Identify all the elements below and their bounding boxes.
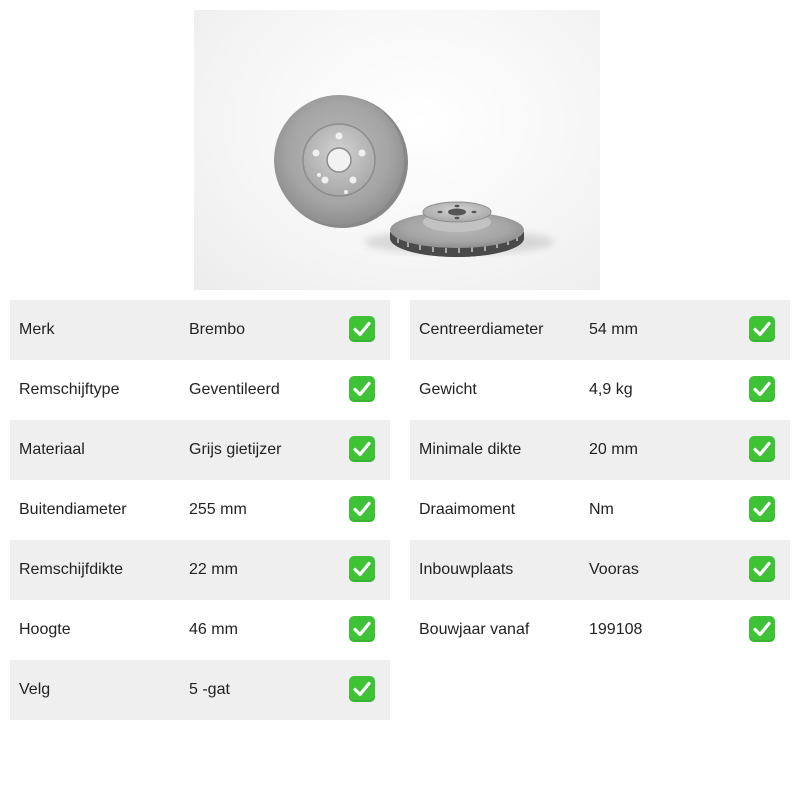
- check-mark-icon: [749, 376, 775, 402]
- spec-label: Centreerdiameter: [419, 321, 544, 338]
- spec-label: Buitendiameter: [19, 501, 127, 518]
- spec-row-merk: [10, 300, 390, 360]
- spec-table-left: [10, 300, 390, 720]
- spec-label: Remschijftype: [19, 381, 120, 398]
- spec-label: Bouwjaar vanaf: [419, 621, 530, 638]
- spec-row-materiaal: [10, 420, 390, 480]
- check-mark-icon: [349, 316, 375, 342]
- spec-row-centreerdiameter: [410, 300, 790, 360]
- spec-row-velg: [10, 660, 390, 720]
- spec-value: Vooras: [589, 561, 639, 578]
- check-mark-icon: [749, 556, 775, 582]
- spec-row-draaimoment: [410, 480, 790, 540]
- spec-value: 54 mm: [589, 321, 638, 338]
- check-mark-icon: [349, 376, 375, 402]
- spec-label: Velg: [19, 681, 51, 698]
- check-mark-icon: [749, 616, 775, 642]
- spec-row-remschijfdikte: [10, 540, 390, 600]
- check-mark-icon: [349, 556, 375, 582]
- check-mark-icon: [349, 496, 375, 522]
- spec-row-gewicht: [410, 360, 790, 420]
- check-mark-icon: [349, 436, 375, 462]
- spec-value: Brembo: [189, 321, 246, 338]
- spec-label: Remschijfdikte: [19, 561, 124, 578]
- spec-label: Draaimoment: [419, 501, 516, 518]
- spec-label: Gewicht: [419, 381, 477, 398]
- spec-value: Geventileerd: [189, 381, 280, 398]
- spec-value: Nm: [589, 501, 614, 518]
- spec-table-right: [410, 300, 790, 660]
- spec-value: 255 mm: [189, 501, 247, 518]
- check-mark-icon: [749, 436, 775, 462]
- spec-label: Materiaal: [19, 441, 85, 458]
- spec-label: Inbouwplaats: [419, 561, 514, 578]
- check-mark-icon: [749, 316, 775, 342]
- spec-value: 4,9 kg: [589, 381, 633, 398]
- check-mark-icon: [349, 676, 375, 702]
- spec-value: 5 -gat: [189, 681, 230, 698]
- brake-disc-image: [194, 10, 600, 290]
- check-mark-icon: [349, 616, 375, 642]
- spec-row-minimale-dikte: [410, 420, 790, 480]
- check-mark-icon: [749, 496, 775, 522]
- spec-value: Grijs gietijzer: [189, 441, 282, 458]
- spec-label: Merk: [19, 321, 55, 338]
- spec-row-remschijftype: [10, 360, 390, 420]
- spec-row-hoogte: [10, 600, 390, 660]
- spec-row-inbouwplaats: [410, 540, 790, 600]
- product-image: [194, 10, 600, 290]
- spec-value: 20 mm: [589, 441, 638, 458]
- spec-row-bouwjaar-vanaf: [410, 600, 790, 660]
- spec-label: Minimale dikte: [419, 441, 522, 458]
- spec-value: 199108: [589, 621, 643, 638]
- spec-value: 46 mm: [189, 621, 238, 638]
- spec-row-buitendiameter: [10, 480, 390, 540]
- spec-label: Hoogte: [19, 621, 71, 638]
- spec-value: 22 mm: [189, 561, 238, 578]
